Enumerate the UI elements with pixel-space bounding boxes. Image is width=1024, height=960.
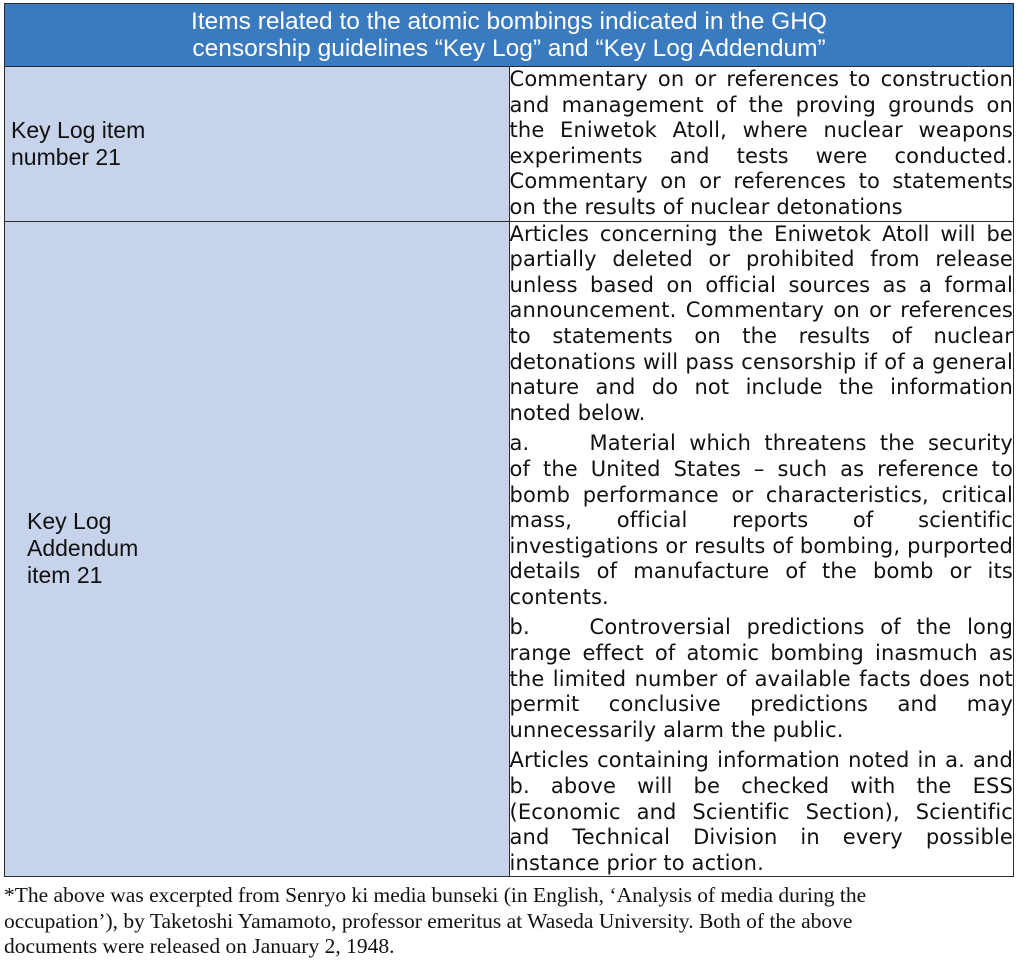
footnote-line-2: occupation’), by Taketoshi Yamamoto, professor emeritus at Waseda University. Both of the above — [4, 908, 853, 933]
footnote-line-3: documents were released on January 2, 1948. — [4, 934, 395, 959]
addendum-item-a — [510, 431, 1014, 610]
item-b-text: Controversial predictions of the long range effect of atomic bombing inasmuch as the limited number of available facts does not permit conclusive predictions and may unnecessarily alarm the public. — [509, 615, 1013, 742]
table-title-line-2: censorship guidelines “Key Log” and “Key Log Addendum” — [192, 35, 826, 62]
row-paragraph: Commentary on or references to construction and management of the proving grounds on the Eniwetok Atoll, where nuclear weapons experiments and tests were conducted. Commentary on or references to statements on the results of nuclear detonations — [509, 67, 1013, 219]
item-a-text: Material which threatens the security of the United States – such as reference to bomb performance or characteristics, critical mass, official reports of scientific investigations or results of bombing, purported details of manufacture of the bomb or its contents. — [509, 431, 1013, 609]
row-label-key-log — [5, 67, 510, 222]
row-label-key-log-addendum — [5, 221, 510, 877]
row-content-key-log-addendum — [509, 221, 1014, 877]
row-label-line: Key Log item — [11, 116, 146, 143]
addendum-item-b — [510, 615, 1014, 743]
row-content-key-log — [509, 67, 1014, 222]
row-label-line: Key Log — [27, 508, 112, 535]
item-a-letter: a. — [509, 431, 530, 456]
row-label-line: Addendum — [27, 535, 139, 562]
table-header-row — [5, 4, 1014, 67]
document — [4, 3, 1014, 960]
table-row — [5, 67, 1014, 222]
source-footnote — [4, 883, 1016, 960]
table-title-line-1: Items related to the atomic bombings indicated in the GHQ — [191, 8, 827, 35]
addendum-intro: Articles concerning the Eniwetok Atoll will be partially deleted or prohibited from release unless based on official sources as a formal announcement. Commentary on or references to statements on the results of nuclear detonations will pass censorship if of a general nature and do not include the information noted below. — [509, 221, 1013, 425]
item-b-letter: b. — [509, 615, 530, 640]
row-label-line: item 21 — [27, 562, 103, 589]
row-label-line: number 21 — [11, 143, 121, 170]
addendum-closing: Articles containing information noted in a. and b. above will be checked with the ESS (Economic and Scientific Section), Scientific and Technical Division in every possible instance prior to action. — [509, 748, 1013, 875]
footnote-line-1: *The above was excerpted from Senryo ki media bunseki (in English, ‘Analysis of media during the — [4, 883, 867, 908]
table-title — [5, 4, 1014, 67]
table-row — [5, 221, 1014, 877]
censorship-items-table — [4, 3, 1014, 877]
